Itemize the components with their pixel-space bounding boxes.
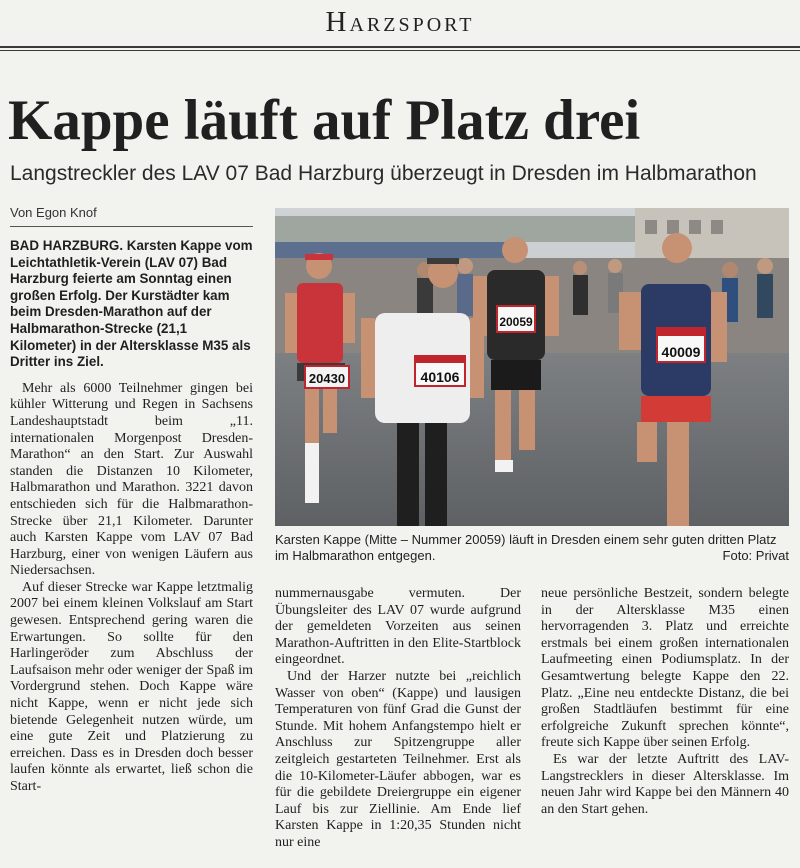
section-rule-bottom (0, 50, 800, 51)
bib-number: 20430 (308, 371, 346, 386)
byline-rule (10, 226, 253, 227)
lead-paragraph: BAD HARZBURG. Karsten Kappe vom Leichtathletik-Verein (LAV 07) Bad Harzburg feierte am Sonntag einen großen Erfolg. Der Kurstädter kam beim Dresden-Marathon auf der Halbmarathon-Strecke (21,1 Kilometer) in der Altersklasse M35 als Dritter ins Ziel. (10, 238, 253, 370)
marathon-photo (275, 208, 789, 526)
body-paragraph: neue persönliche Bestzeit, sondern belegte in der Altersklasse M35 einen hervorragenden 3. Platz und erreichte erstmals bei einem großen internationalen Laufmeeting einen Podiumsplatz. In der Gesamtwertung belegte Kappe den 22. Platz. „Eine neu entdeckte Distanz, die bei großen Stadtläufen bestimmt für eine erfolgreiche Zukunft sprechen könnte“, freute sich Kappe über seinen Erfolg. (541, 586, 789, 751)
body-paragraph: nummernausgabe vermuten. Der Übungsleiter des LAV 07 wurde aufgrund der gemeldeten Vorzeiten aus seinen Marathon-Auftritten in den Elite-Startblock eingeordnet. (275, 586, 521, 668)
body-paragraph: Und der Harzer nutzte bei „reichlich Wasser von oben“ (Kappe) und lausigen Temperaturen von fünf Grad die Gunst der Stunde. Mit hohem Anfangstempo hielt er Anschluss zur Spitzengruppe aller zeitgleich gestarteten Teilnehmer. Erst als die 10-Kilometer-Läufer abbogen, war es für die gebildete Dreiergruppe ein eigener Lauf bis zur Ziellinie. Am Ende lief Karsten Kappe in 1:20,35 Stunden nicht nur eine (275, 668, 521, 850)
body-paragraph: Mehr als 6000 Teilnehmer gingen bei kühler Witterung und Regen in Sachsens Landeshauptstadt beim „11. internationalen Morgenpost Dresden-Marathon“ an den Start. Zur Auswahl standen die Distanzen 10 Kilometer, Halbmarathon und Marathon. 3221 davon entschieden sich für die Halbmarathon-Strecke über 21,1 Kilometer. Darunter auch Karsten Kappe vom LAV 07 Bad Harzburg, einer von wenigen Läufern aus Niedersachsen. (10, 380, 253, 579)
section-rule-top (0, 46, 800, 48)
article-column-1 (10, 238, 253, 796)
photo-illustration (275, 208, 789, 526)
body-paragraph: Es war der letzte Auftritt des LAV-Langstrecklers in dieser Altersklasse. Im neuen Jahr wird Kappe bei den Männern 40 an den Start gehen. (541, 751, 789, 817)
bib-number: 40106 (420, 369, 460, 385)
article-column-2 (275, 586, 521, 852)
subheadline: Langstreckler des LAV 07 Bad Harzburg überzeugt in Dresden im Halbmarathon (10, 162, 757, 185)
caption-text: Karsten Kappe (Mitte – Nummer 20059) läuft in Dresden einem sehr guten dritten Platz im Halbmarathon entgegen. (275, 532, 777, 563)
section-title: Harzsport (325, 6, 475, 38)
body-paragraph: Auf dieser Strecke war Kappe letztmalig 2007 bei einem kleinen Volkslauf am Start gewesen. Entsprechend gering waren die Erwartungen. So sollte für den Harlingeröder zum Abschluss der Laufsaison mehr oder weniger der Spaß im Vordergrund stehen. Doch Kappe wäre nicht Kappe, wenn er nicht jede sich bietende Gelegenheit nutzen würde, um eine gute Zeit und Platzierung zu erreichen. Dass es in Dresden doch besser laufen könnte als erwartet, ließ schon die Start- (10, 579, 253, 794)
byline: Von Egon Knof (10, 205, 97, 220)
section-header (0, 0, 800, 48)
article-column-3 (541, 586, 789, 818)
bib-number: 40009 (661, 344, 701, 360)
bib-number: 20059 (499, 315, 533, 329)
headline: Kappe läuft auf Platz drei (8, 89, 641, 152)
photo-credit: Foto: Privat (722, 548, 789, 563)
photo-caption (275, 532, 789, 564)
